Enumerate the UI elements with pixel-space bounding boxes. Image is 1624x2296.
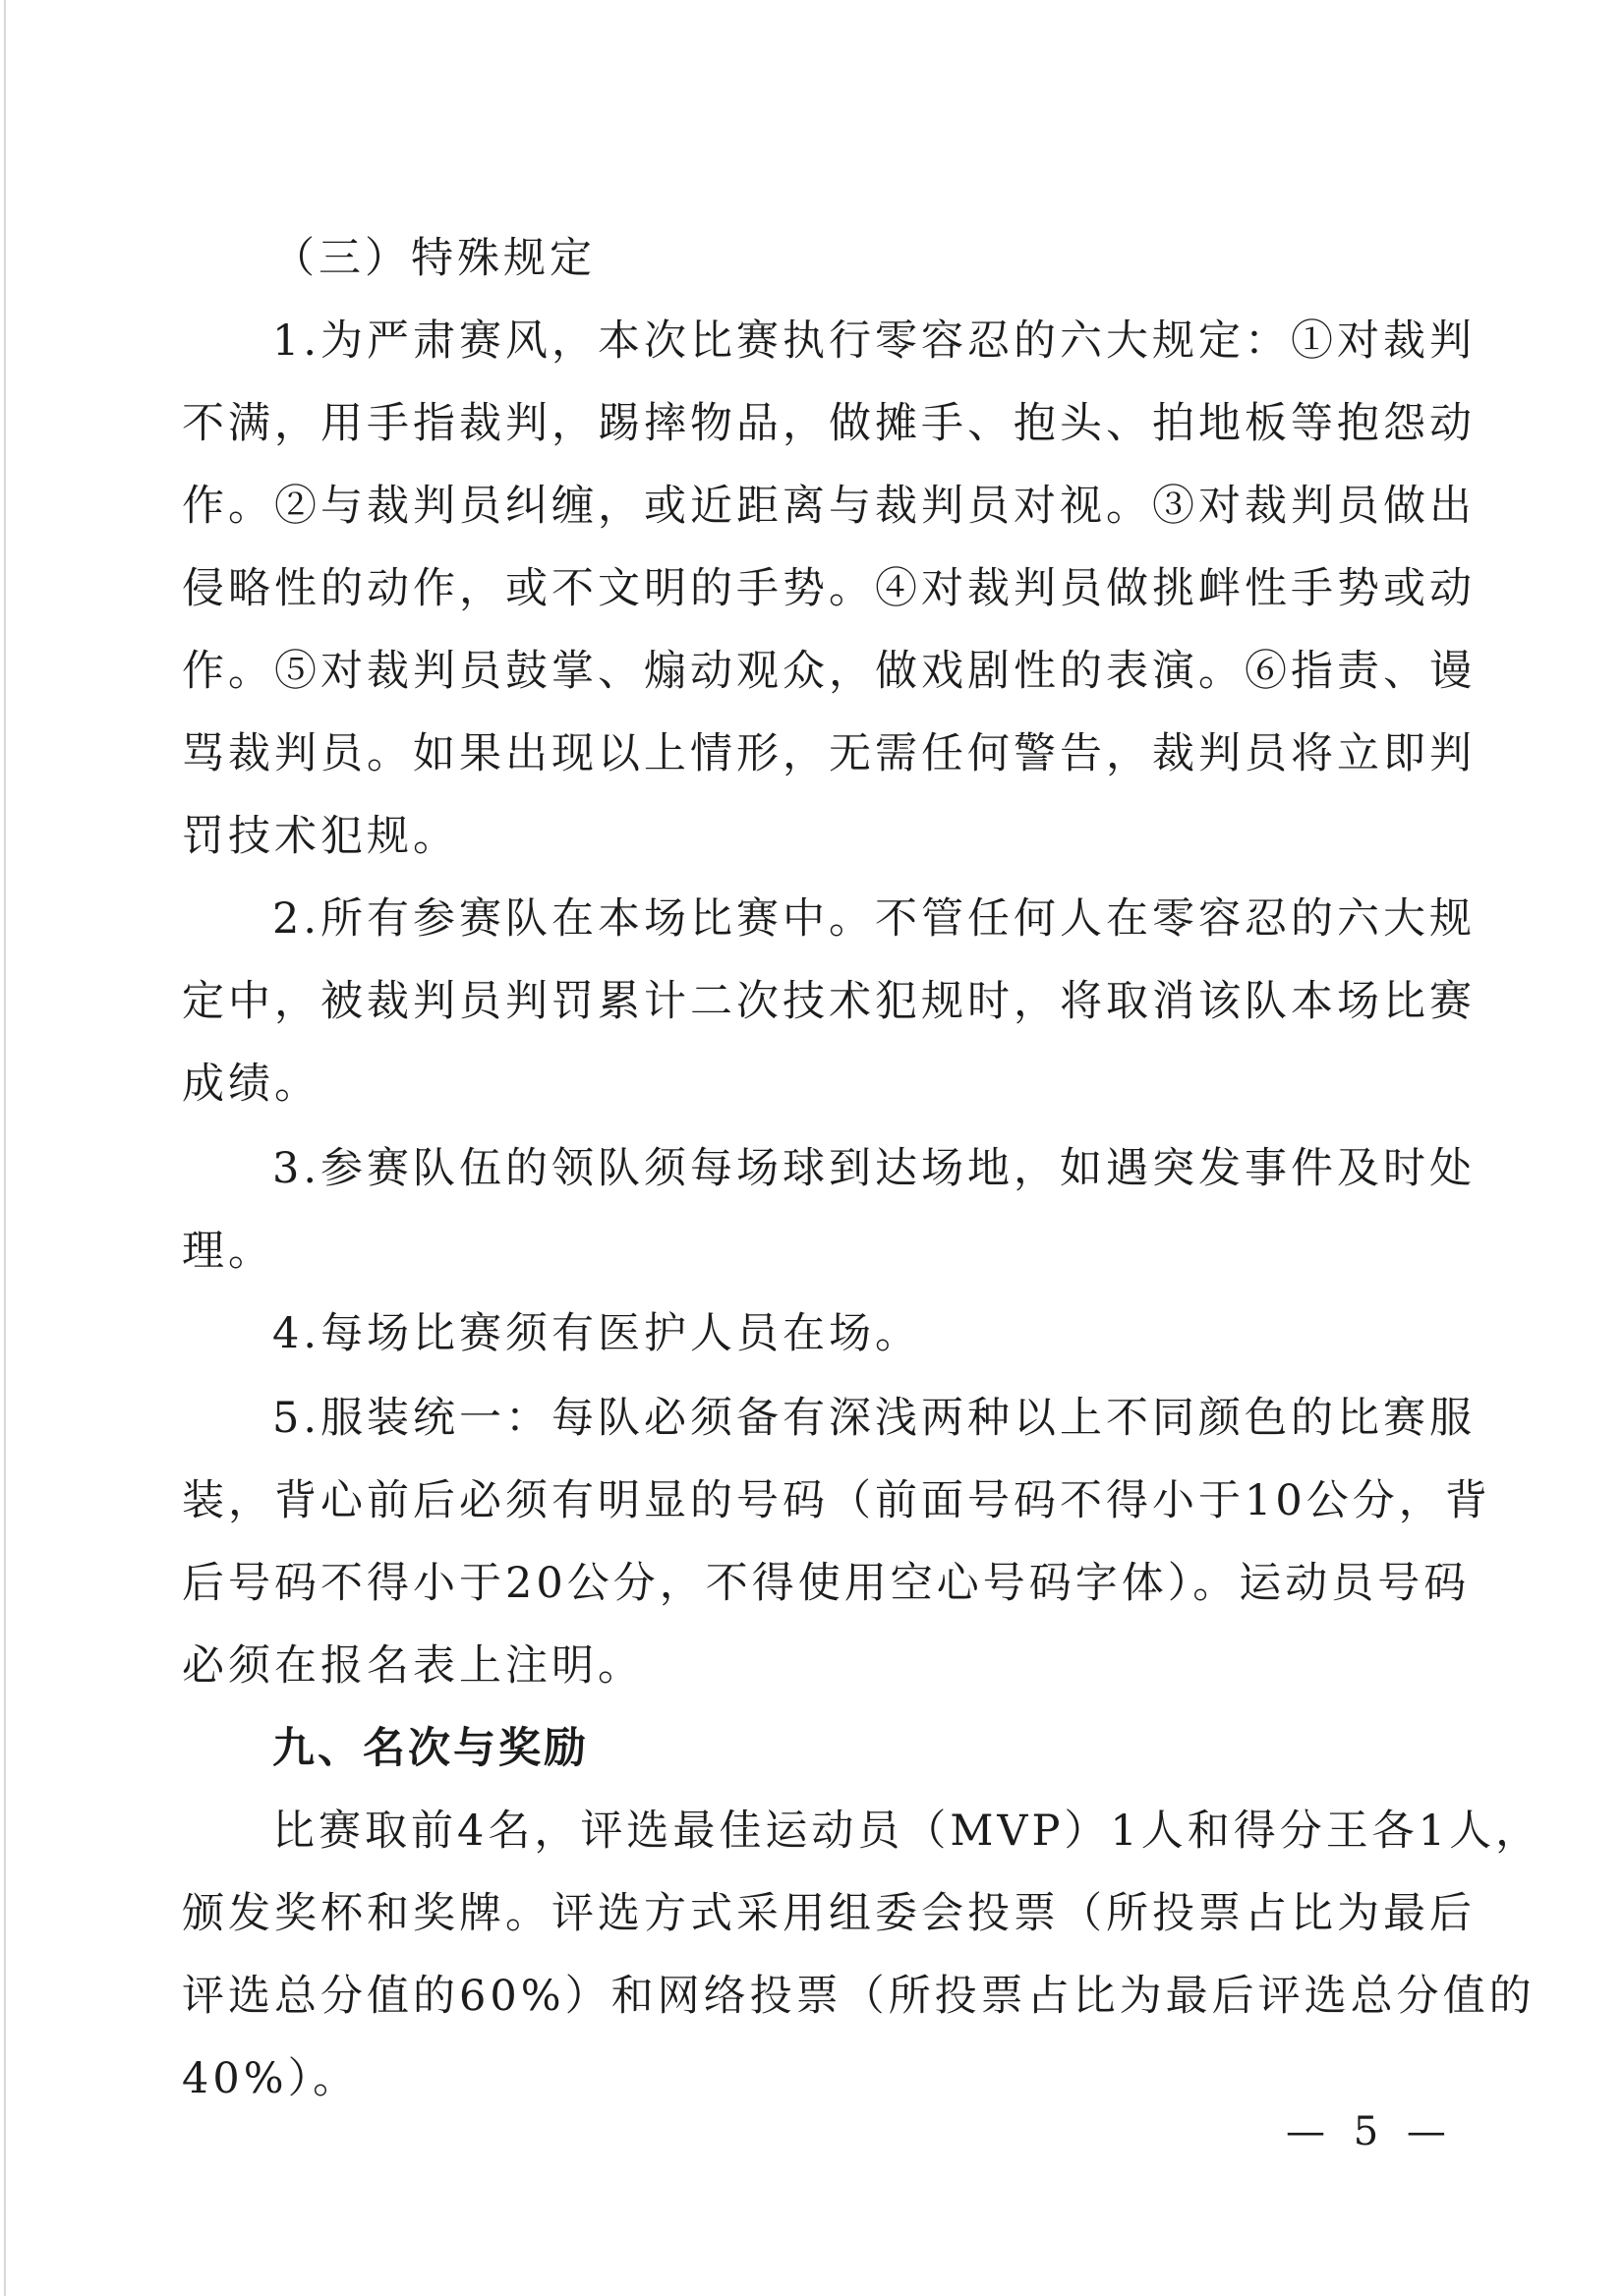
- rule4-line-1: 4.每场比赛须有医护人员在场。: [272, 1309, 922, 1358]
- section-three-heading: （三）特殊规定: [272, 234, 596, 283]
- rule1-line-1: 1.为严肃赛风，本次比赛执行零容忍的六大规定：①对裁判: [272, 316, 1477, 366]
- rule1-line-3: 作。②与裁判员纠缠，或近距离与裁判员对视。③对裁判员做出: [182, 482, 1476, 531]
- rule2-line-1: 2.所有参赛队在本场比赛中。不管任何人在零容忍的六大规: [272, 894, 1477, 944]
- page-number: — 5 —: [1286, 2109, 1454, 2154]
- rule5-line-2: 装，背心前后必须有明显的号码（前面号码不得小于10公分，背: [182, 1476, 1491, 1525]
- rule5-line-3: 后号码不得小于20公分，不得使用空心号码字体）。运动员号码: [182, 1559, 1471, 1608]
- page-edge-divider: [4, 0, 6, 2296]
- awards-line-4: 40%）。: [182, 2054, 360, 2103]
- rule1-line-6: 骂裁判员。如果出现以上情形，无需任何警告，裁判员将立即判: [182, 729, 1476, 778]
- rule1-line-7: 罚技术犯规。: [182, 812, 459, 861]
- rule3-line-1: 3.参赛队伍的领队须每场球到达场地，如遇突发事件及时处: [272, 1144, 1477, 1193]
- section-nine-heading: 九、名次与奖励: [272, 1724, 589, 1773]
- awards-line-2: 颁发奖杯和奖牌。评选方式采用组委会投票（所投票占比为最后: [182, 1889, 1476, 1938]
- rule1-line-4: 侵略性的动作，或不文明的手势。④对裁判员做挑衅性手势或动: [182, 564, 1476, 613]
- rule1-line-2: 不满，用手指裁判，踢摔物品，做摊手、抱头、拍地板等抱怨动: [182, 399, 1476, 448]
- rule5-line-1: 5.服装统一：每队必须备有深浅两种以上不同颜色的比赛服: [272, 1394, 1477, 1443]
- awards-line-3: 评选总分值的60%）和网络投票（所投票占比为最后评选总分值的: [182, 1972, 1536, 2021]
- rule5-line-4: 必须在报名表上注明。: [182, 1641, 644, 1691]
- rule2-line-2: 定中，被裁判员判罚累计二次技术犯规时，将取消该队本场比赛: [182, 977, 1476, 1026]
- rule1-line-5: 作。⑤对裁判员鼓掌、煽动观众，做戏剧性的表演。⑥指责、谩: [182, 647, 1476, 696]
- rule2-line-3: 成绩。: [182, 1060, 320, 1109]
- rule3-line-2: 理。: [182, 1227, 274, 1276]
- awards-line-1: 比赛取前4名，评选最佳运动员（MVP）1人和得分王各1人，: [272, 1807, 1542, 1856]
